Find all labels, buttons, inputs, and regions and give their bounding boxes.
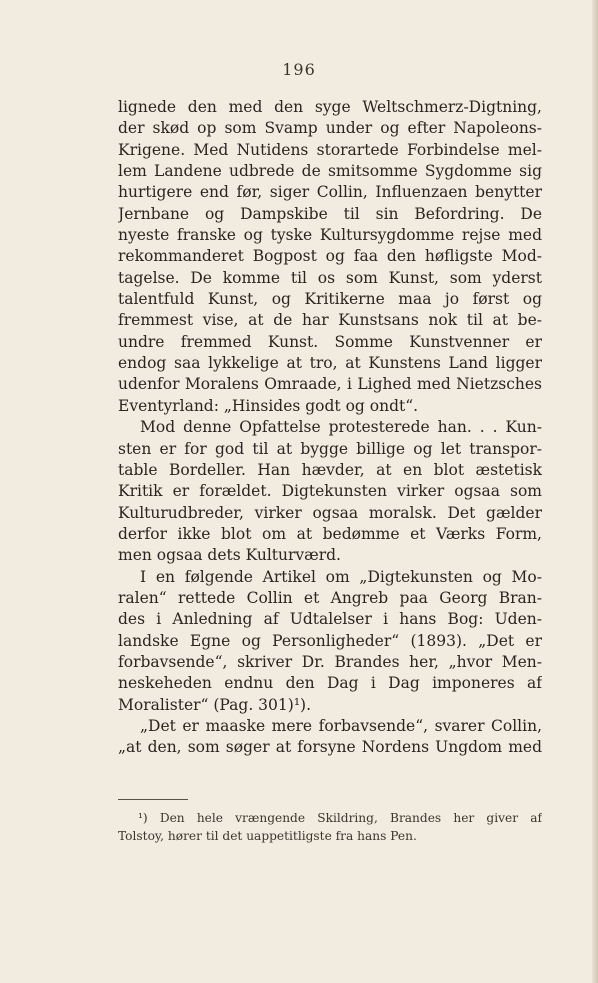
text-line: Kulturudbreder, virker ogsaa moralsk. Det gælder — [118, 503, 542, 522]
text-line: Mod denne Opfattelse protesterede han. . . Kun- — [140, 418, 542, 437]
text-line: men ogsaa dets Kulturværd. — [118, 546, 341, 565]
text-line: Krigene. Med Nutidens storartede Forbindelse mel- — [118, 140, 542, 159]
footnote-line: Tolstoy, hører til det uappetitligste fra hans Pen. — [118, 828, 417, 843]
text-line: der skød op som Svamp under og efter Napoleons- — [118, 119, 542, 138]
text-line: „at den, som søger at forsyne Nordens Ungdom med — [118, 738, 542, 757]
text-line: fremmest vise, at de har Kunstsans nok til at be- — [118, 311, 542, 330]
text-line: lignede den med den syge Weltschmerz-Digtning, — [118, 98, 542, 116]
text-line: sten er for god til at bygge billige og let transpor- — [118, 439, 542, 458]
text-line: talentfuld Kunst, og Kritikerne maa jo først og — [118, 290, 542, 309]
text-line: lem Landene udbrede de smitsomme Sygdomme sig — [118, 162, 542, 181]
text-line: derfor ikke blot om at bedømme et Værks Form, — [118, 524, 542, 543]
text-line: Jernbane og Dampskibe til sin Befordring. De — [118, 204, 542, 223]
text-line: undre fremmed Kunst. Somme Kunstvenner er — [118, 332, 542, 351]
text-line: I en følgende Artikel om „Digtekunsten og Mo- — [140, 567, 542, 586]
text-line: landske Egne og Personligheder“ (1893). „Det er — [118, 631, 542, 650]
page-number: 196 — [282, 60, 316, 79]
text-line: rekommanderet Bogpost og faa den høfligste Mod- — [118, 247, 542, 266]
footnote-line: ¹) Den hele vrængende Skildring, Brandes her giver af — [138, 811, 542, 825]
text-line: Moralister“ (Pag. 301)¹). — [118, 695, 312, 714]
text-line: hurtigere end før, siger Collin, Influenzaen benytter — [118, 183, 542, 202]
text-line: Eventyrland: „Hinsides godt og ondt“. — [118, 396, 419, 415]
text-line: forbavsende“, skriver Dr. Brandes her, „hvor Men- — [118, 652, 542, 671]
text-line: des i Anledning af Udtalelser i hans Bog: Uden- — [118, 610, 542, 629]
text-line: endog saa lykkelige at tro, at Kunstens Land ligger — [118, 354, 542, 373]
text-line: neskeheden endnu den Dag i Dag imponeres af — [118, 674, 542, 693]
footnote — [118, 810, 542, 845]
page-edge — [592, 0, 598, 983]
footnote-divider — [118, 799, 188, 800]
text-line: table Bordeller. Han hævder, at en blot æstetisk — [118, 460, 542, 479]
text-line: tagelse. De komme til os som Kunst, som yderst — [118, 268, 542, 287]
text-line: udenfor Moralens Omraade, i Lighed med Nietzsches — [118, 375, 542, 394]
text-line: „Det er maaske mere forbavsende“, svarer Collin, — [140, 716, 542, 735]
text-line: ralen“ rettede Collin et Angreb paa Georg Bran- — [118, 588, 542, 607]
text-line: nyeste franske og tyske Kultursygdomme rejse med — [118, 226, 542, 245]
text-line: Kritik er forældet. Digtekunsten virker ogsaa som — [118, 482, 542, 501]
body-text — [118, 97, 542, 759]
